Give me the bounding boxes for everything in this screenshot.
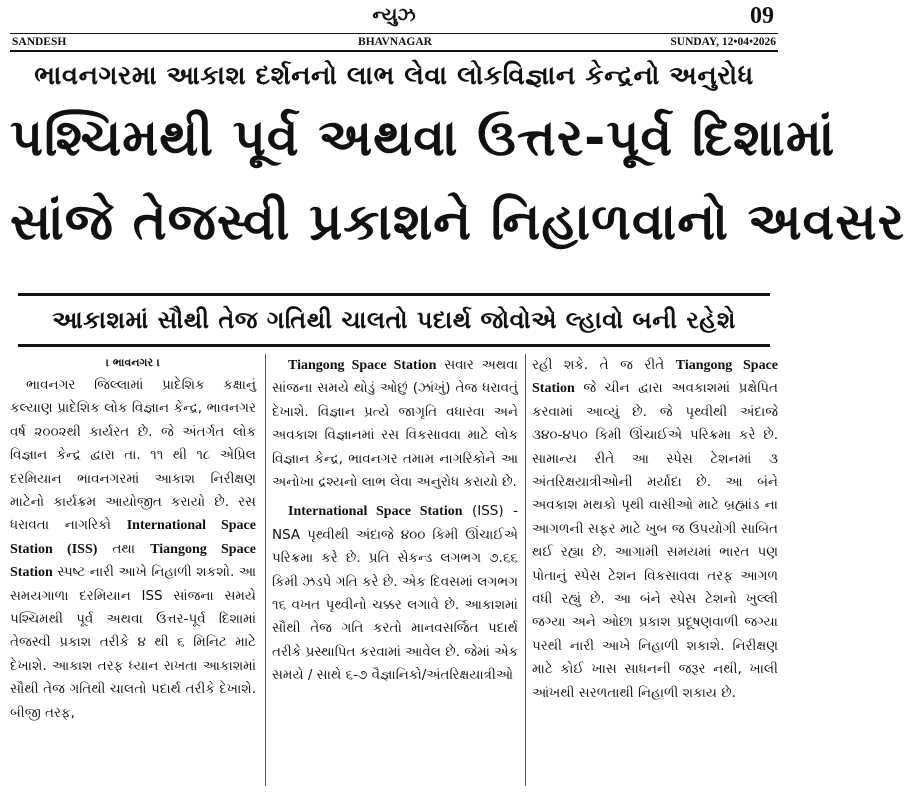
body-paragraph bbox=[532, 354, 778, 705]
body-text: સવાર અથવા સાંજના સમયે થોડું ઓછું (ઝાંખું) તેજ ધરાવતું દેખાશે. વિજ્ઞાન પ્રત્યે જાગૃતિ વધારવા અને અવકાશ વિજ્ઞાનમાં રસ વિકસાવવા માટે લોક વિજ્ઞાન કેન્દ્ર, ભાવનગર તમામ નાગરિકોને આ અનોખા દ્રશ્યનો લાભ લેવા અનુરોધ કરાયો છે. bbox=[272, 357, 518, 491]
body-text-latin: International Space Station (ISS) bbox=[10, 518, 256, 557]
body-text: સ્પષ્ટ નારી આખે નિહાળી શકશો. આ સમયગાળા દરમિયાન ISS સાંજના સમયે પશ્ચિમથી પૂર્વ અથવા ઉત્તર-પૂર્વ દિશામાં તેજસ્વી પ્રકાશ તરીકે ૪ થી ૬ મિનિટ માટે દેખાશે. આકાશ તરફ ધ્યાન રાખતા આકાશમાં સૌથી તેજ ગતિથી ચાલતો પદાર્થ તરીકે દેખાશે. બીજી તરફ, bbox=[10, 564, 256, 721]
article-kicker: ભાવનગરમા આકાશ દર્શનનો લાભ લેવા લોકવિજ્ઞાન કેન્દ્રનો અનુરોધ bbox=[34, 61, 754, 91]
paper-name: SANDESH bbox=[12, 36, 67, 48]
body-paragraph bbox=[10, 374, 256, 725]
body-text: જે ચીન દ્વારા અવકાશમાં પ્રક્ષેપિત કરવામાં આવ્યું છે. જે પૃથ્વીથી અંદાજે ૩૪૦-૪૫૦ કિમી ઊંચાઈએ પરિક્રમા કરે છે. સામાન્ય રીતે આ સ્પેસ ટેશનમાં ૩ અંતરિક્ષયાત્રીઓની મર્યાદા છે. આ બંને અવકાશ મથકો પૃથી વાસીઓ માટે બ્રહ્માંડ ના આગળની સફર માટે ખુબ જ ઉપયોગી સાબિત થઈ રહ્યા છે. આગામી સમયમાં ભારત પણ પોતાનું સ્પેસ ટેશન વિકસાવવા તરફ આગળ વધી રહ્યું છે. આ બંને સ્પેસ ટેશનો ખુલ્લી જગ્યા અને ઓછા પ્રકાશ પ્રદૂષણવાળી જગ્યા પરથી નારી આખે નિહાળી શકાશે. નિરીક્ષણ માટે કોઈ ખાસ સાધનની જરૂર નથી, ખાલી આંખથી સરળતાથી નિહાળી શકાય છે. bbox=[532, 380, 778, 701]
body-text-latin: International Space Station bbox=[288, 504, 463, 520]
body-text-latin: Tiangong Space Station bbox=[532, 358, 778, 397]
subheadline: આકાશમાં સૌથી તેજ ગતિથી ચાલતો પદાર્થ જોવોએ લ્હાવો બની રહેશે bbox=[52, 306, 736, 334]
article-column-2 bbox=[272, 354, 518, 794]
dateline: । ભાવનગર । bbox=[106, 356, 160, 369]
column-divider bbox=[525, 354, 526, 786]
article-column-3 bbox=[532, 354, 778, 794]
body-paragraph bbox=[272, 354, 518, 494]
page-header bbox=[0, 0, 788, 56]
edition-city: BHAVNAGAR bbox=[358, 36, 432, 48]
body-text: તથા bbox=[112, 540, 136, 557]
headline-line-1: પશ્ચિમથી પૂર્વ અથવા ઉત્તર-પૂર્વ દિશામાં bbox=[10, 109, 836, 168]
article-column-1 bbox=[10, 354, 256, 794]
body-text: (ISS) - NSA પૃથ્વીથી અંદાજે ૪૦૦ કિમી ઊંચાઈએ પરિક્રમા કરે છે. પ્રતિ સેકન્ડ લગભગ ૭.૬૬ કિમી ઝડપે ગતિ કરે છે. એક દિવસમાં લગભગ ૧૬ વખત પૃથ્વીનો ચક્કર લગાવે છે. આકાશમાં સૌથી તેજ ગતિ કરતો માનવસર્જિત પદાર્થ તરીકે પ્રસ્થાપિત કરવામાં આવેલ છે. જેમાં એક સમયે / સાથે ૬-૭ વૈજ્ઞાનિકો/અંતરિક્ષયાત્રીઓ bbox=[272, 503, 518, 684]
headline-line-2: સાંજે તેજસ્વી પ્રકાશને નિહાળવાનો અવસર bbox=[10, 193, 905, 252]
body-paragraph bbox=[272, 500, 518, 687]
folio-bar bbox=[10, 33, 778, 52]
issue-date: SUNDAY, 12•04•2026 bbox=[670, 36, 776, 48]
section-title: ન્યુઝ bbox=[372, 4, 416, 26]
page-number: 09 bbox=[750, 3, 774, 29]
column-divider bbox=[265, 354, 266, 786]
body-text-latin: Tiangong Space Station bbox=[10, 541, 257, 581]
subheadline-box bbox=[18, 293, 770, 347]
body-text: રહી શકે. તે જ રીતે bbox=[532, 357, 665, 373]
body-text-latin: Tiangong Space Station bbox=[288, 358, 437, 373]
body-text: ભાવનગર જિલ્લામાં પ્રાદેશિક કક્ષાનું કલ્યાણ પ્રાદેશિક લોક વિજ્ઞાન કેન્દ્ર, ભાવનગર વર્ષ ૨૦૦૨થી કાર્યરત છે. જે અંતર્ગત લોક વિજ્ઞાન કેન્દ્ર દ્વારા તા. ૧૧ થી ૧૮ એપ્રિલ દરમિયાન ભાવનગરમાં આકાશ નિરીક્ષણ માટેનો કાર્યક્રમ આયોજીત કરાયો છે. રસ ધરાવતા નાગરિકો bbox=[10, 377, 256, 534]
